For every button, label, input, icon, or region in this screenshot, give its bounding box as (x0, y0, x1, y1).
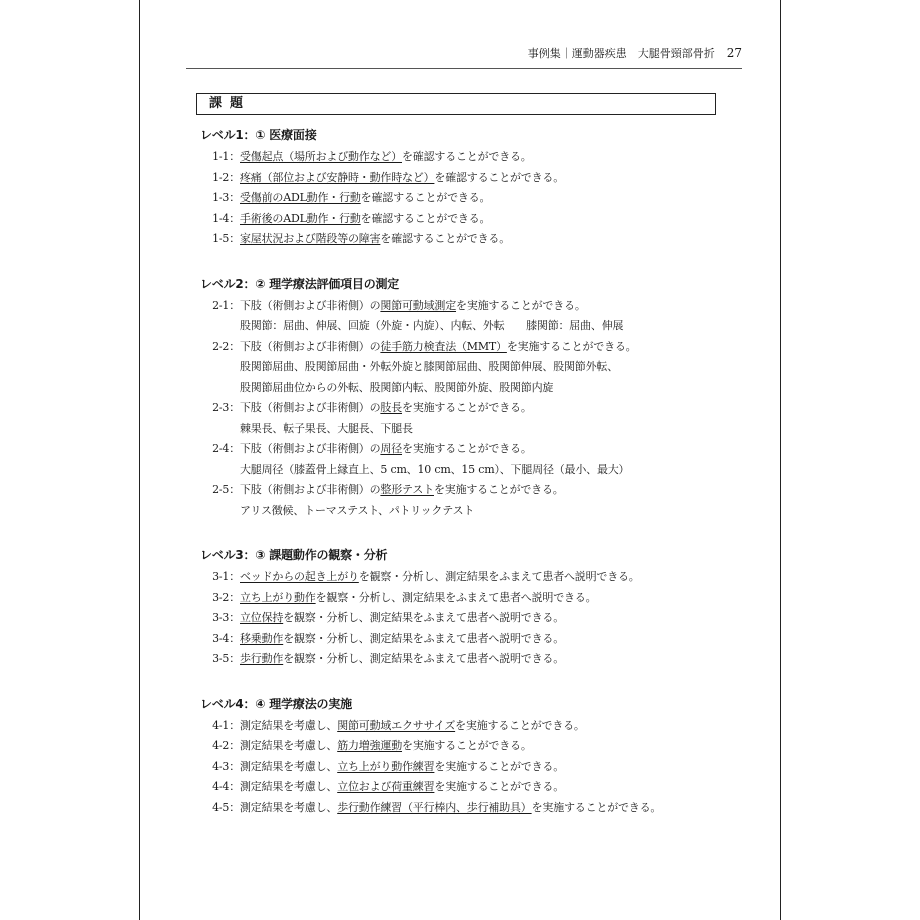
task-text-suffix: を観察・分析し、測定結果をふまえて患者へ説明できる。 (283, 652, 565, 665)
task-text-suffix: を実施することができる。 (455, 718, 585, 732)
task-text-suffix: を観察・分析し、測定結果をふまえて患者へ説明できる。 (358, 570, 640, 583)
task-keyword: 疼痛（部位および安静時・動作時など） (240, 170, 435, 184)
task-text (240, 736, 740, 757)
task-item (200, 188, 740, 209)
task-detail: 大腿周径（膝蓋骨上縁直上、5 cm、10 cm、15 cm）、下腿周径（最小、最大） (240, 462, 630, 476)
task-keyword: 受傷前のADL動作・行動 (240, 191, 361, 204)
task-text-suffix: を確認することができる。 (360, 191, 491, 204)
task-keyword: 立位保持 (240, 611, 284, 624)
task-text-suffix: を観察・分析し、測定結果をふまえて患者へ説明できる。 (315, 590, 597, 604)
task-text-suffix: を観察・分析し、測定結果をふまえて患者へ説明できる。 (283, 611, 565, 624)
task-item (200, 567, 740, 588)
task-text-suffix: を確認することができる。 (380, 232, 511, 245)
task-detail: アリス徴候、トーマステスト、パトリックテスト (240, 503, 475, 517)
task-text-suffix: を実施することができる。 (434, 780, 565, 793)
level-spacer (200, 250, 740, 268)
task-number: 2-2： (212, 339, 240, 353)
task-item (200, 147, 740, 168)
task-text-suffix: を確認することができる。 (434, 170, 565, 184)
task-text-suffix: を確認することができる。 (402, 150, 532, 163)
task-text (240, 168, 740, 189)
task-text-suffix: を確認することができる。 (360, 211, 491, 225)
task-number: 1-5： (212, 232, 240, 245)
task-item (200, 649, 740, 670)
task-number: 3-4： (212, 631, 240, 645)
task-detail: 棘果長、転子果長、大腿長、下腿長 (240, 421, 413, 435)
task-item (200, 209, 740, 230)
task-text-prefix: 測定結果を考慮し、 (240, 739, 338, 752)
task-item (200, 629, 740, 650)
task-text-prefix: 下肢（術側および非術側）の (240, 401, 381, 414)
task-text-suffix: を実施することができる。 (402, 739, 532, 752)
task-keyword: 立ち上がり動作 (240, 590, 316, 604)
task-number: 2-5： (212, 483, 240, 496)
task-text-suffix: を実施することができる。 (402, 401, 532, 414)
task-number: 1-4： (212, 211, 240, 225)
task-item (200, 777, 740, 798)
task-item (200, 337, 740, 358)
task-text-suffix: を実施することができる。 (456, 298, 586, 312)
task-text (240, 588, 740, 609)
task-item (200, 798, 740, 819)
task-text (240, 798, 740, 819)
task-number: 4-2： (212, 739, 240, 752)
task-number: 3-3： (212, 611, 240, 624)
task-item (200, 716, 740, 737)
task-keyword: 受傷起点（場所および動作など） (240, 150, 402, 163)
level-title: レベル1：① 医療面接 (200, 128, 317, 142)
task-detail: 股関節：屈曲、伸展、回旋（外旋・内旋）、内転、外転 膝関節：屈曲、伸展 (240, 319, 624, 332)
task-text-suffix: を実施することができる。 (402, 442, 532, 455)
task-number: 4-4： (212, 780, 240, 793)
task-text (240, 209, 740, 230)
level-title: レベル4：④ 理学療法の実施 (200, 696, 352, 711)
task-text-prefix: 測定結果を考慮し、 (240, 759, 338, 773)
task-text (240, 629, 740, 650)
task-keyword: ベッドからの起き上がり (240, 570, 359, 583)
task-keyword: 周径 (380, 442, 403, 455)
document-page (139, 0, 781, 920)
task-keyword: 手術後のADL動作・行動 (240, 211, 361, 225)
task-text-prefix: 測定結果を考慮し、 (240, 800, 338, 814)
task-text-suffix: を実施することができる。 (433, 483, 564, 496)
task-keyword: 歩行動作 (240, 652, 284, 665)
task-text (240, 649, 740, 670)
task-text-prefix: 測定結果を考慮し、 (240, 718, 338, 732)
task-number: 2-4： (212, 442, 240, 455)
task-text (240, 757, 740, 778)
level-title: レベル2：② 理学療法評価項目の測定 (200, 276, 400, 291)
task-number: 3-5： (212, 652, 240, 665)
level-title: レベル3：③ 課題動作の観察・分析 (200, 548, 388, 562)
task-item (200, 736, 740, 757)
task-text (240, 337, 740, 358)
task-keyword: 立ち上がり動作練習 (337, 759, 435, 773)
task-text (240, 398, 740, 419)
task-text (240, 608, 740, 629)
task-keyword: 関節可動域測定 (380, 298, 457, 312)
task-text (240, 147, 740, 168)
task-text (240, 188, 740, 209)
task-number: 4-5： (212, 800, 240, 814)
task-number: 4-1： (212, 718, 240, 732)
header-title: 事例集｜運動器疾患 大腿骨頸部骨折 (527, 47, 715, 60)
task-keyword: 徒手筋力検査法（MMT） (380, 339, 507, 353)
task-number: 4-3： (212, 759, 240, 773)
task-item (200, 608, 740, 629)
task-text-prefix: 下肢（術側および非術側）の (240, 339, 381, 353)
task-number: 2-3： (212, 401, 240, 414)
section-title-box (196, 93, 716, 115)
task-number: 1-3： (212, 191, 240, 204)
task-item (200, 439, 740, 460)
task-text (240, 567, 740, 588)
task-keyword: 肢長 (380, 401, 403, 414)
task-text (240, 296, 740, 317)
task-text-prefix: 下肢（術側および非術側）の (240, 442, 381, 455)
task-keyword: 関節可動域エクササイズ (337, 718, 456, 732)
page-number: 27 (726, 46, 742, 60)
task-text-suffix: を観察・分析し、測定結果をふまえて患者へ説明できる。 (283, 631, 565, 645)
task-number: 3-2： (212, 590, 240, 604)
task-item (200, 588, 740, 609)
task-item (200, 296, 740, 317)
task-item (200, 757, 740, 778)
task-detail: 股関節屈曲位からの外転、股関節内転、股関節外旋、股関節内旋 (240, 380, 554, 394)
task-detail: 股関節屈曲、股関節屈曲・外転外旋と膝関節屈曲、股関節伸展、股関節外転、 (240, 360, 618, 373)
task-text-suffix: を実施することができる。 (434, 759, 565, 773)
level-spacer (200, 670, 740, 688)
running-header (186, 38, 742, 69)
task-text (240, 480, 740, 501)
task-keyword: 筋力増強運動 (337, 739, 403, 752)
task-text (240, 439, 740, 460)
task-text (240, 229, 740, 250)
task-keyword: 移乗動作 (240, 631, 284, 645)
task-item (200, 168, 740, 189)
task-text (240, 716, 740, 737)
task-item (200, 229, 740, 250)
task-list (200, 125, 740, 818)
task-keyword: 立位および荷重練習 (337, 780, 435, 793)
task-text (240, 777, 740, 798)
task-keyword: 歩行動作練習（平行棒内、歩行補助具） (337, 800, 532, 814)
task-item (200, 398, 740, 419)
task-number: 1-2： (212, 170, 240, 184)
task-item (200, 480, 740, 501)
task-text-prefix: 下肢（術側および非術側）の (240, 483, 381, 496)
section-title: 課題 (209, 96, 252, 111)
task-text-prefix: 下肢（術側および非術側）の (240, 298, 381, 312)
task-keyword: 整形テスト (380, 483, 434, 496)
task-number: 3-1： (212, 570, 240, 583)
task-text-suffix: を実施することができる。 (506, 339, 637, 353)
task-text-prefix: 測定結果を考慮し、 (240, 780, 338, 793)
task-number: 2-1： (212, 298, 240, 312)
level-spacer (200, 521, 740, 539)
task-keyword: 家屋状況および階段等の障害 (240, 232, 381, 245)
task-text-suffix: を実施することができる。 (531, 800, 662, 814)
task-number: 1-1： (212, 150, 240, 163)
